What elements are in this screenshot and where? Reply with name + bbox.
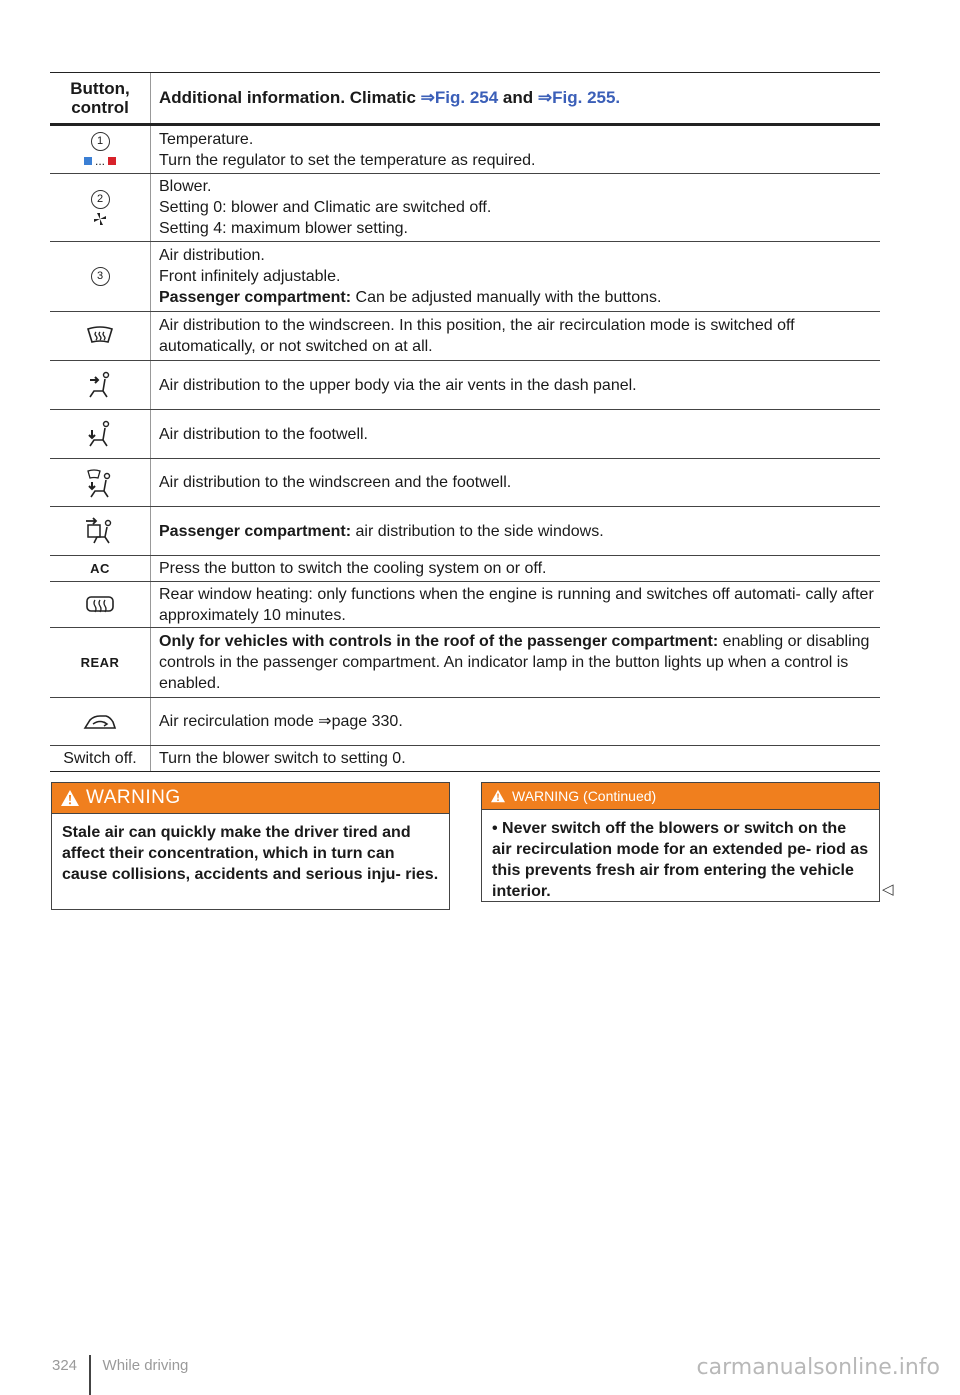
- warning-continued-box: [481, 782, 880, 902]
- warning-triangle-icon: [60, 789, 80, 807]
- red-square-icon: [108, 157, 116, 165]
- footer-divider: [89, 1355, 91, 1395]
- table-row-upper-body: Air distribution to the upper body via the air vents in the dash panel.: [50, 361, 880, 410]
- callout-2-icon: 2: [91, 190, 110, 209]
- table-row-blower: 2 Blower. Setting 0: blower and Climatic are switched off. Setting 4: maximum blower setting.: [50, 174, 880, 242]
- warning-triangle-icon: [490, 789, 506, 803]
- table-row-air-distribution: 3 Air distribution. Front infinitely adjustable. Passenger compartment: Can be adjusted manually with the buttons.: [50, 242, 880, 312]
- table-row-windscreen-footwell: Air distribution to the windscreen and the footwell.: [50, 459, 880, 507]
- warning-body: Stale air can quickly make the driver tired and affect their concentration, which in turn can cause collisions, accidents and serious inju- ries.: [62, 824, 439, 883]
- page-footer: [52, 1345, 188, 1385]
- table-row-windscreen: Air distribution to the windscreen. In this position, the air recirculation mode is switched off automatically, or not switched on at all.: [50, 312, 880, 361]
- air-to-footwell-icon: [86, 420, 114, 448]
- warning-title: WARNING: [86, 787, 181, 808]
- table-row-temperature: 1 ... Temperature. Turn the regulator to set the temperature as required.: [50, 126, 880, 174]
- section-title: While driving: [102, 1356, 189, 1374]
- fan-icon: [93, 212, 107, 226]
- page-330-link[interactable]: ⇒page 330.: [318, 713, 403, 730]
- table-row-side-windows: Passenger compartment: air distribution to the side windows.: [50, 507, 880, 556]
- page-number: 324: [52, 1356, 78, 1374]
- fig-254-link[interactable]: ⇒Fig. 254: [420, 88, 499, 107]
- blue-square-icon: [84, 157, 92, 165]
- air-to-windscreen-and-footwell-icon: [86, 468, 114, 498]
- switch-off-label: Switch off.: [63, 749, 137, 767]
- callout-3-icon: 3: [91, 267, 110, 286]
- watermark: carmanualsonline.info: [696, 1355, 940, 1380]
- windscreen-defrost-icon: [86, 325, 114, 347]
- side-window-air-icon: [84, 517, 116, 545]
- warning-continued-body: • Never switch off the blowers or switch on the air recirculation mode for an extended pe- riod as this prevents fresh air from entering the vehicle interior.: [492, 820, 869, 900]
- fig-255-link[interactable]: ⇒Fig. 255.: [537, 88, 621, 107]
- air-recirculation-icon: [82, 712, 118, 732]
- rear-window-heating-icon: [85, 594, 115, 616]
- ac-button-label: AC: [90, 561, 110, 576]
- header-additional-info: Additional information. Climatic ⇒Fig. 254 and ⇒Fig. 255.: [159, 88, 621, 107]
- section-end-marker: ◁: [882, 881, 894, 898]
- callout-1-icon: 1: [91, 132, 110, 151]
- table-row-footwell: Air distribution to the footwell.: [50, 410, 880, 459]
- table-row-rear-controls: REAR Only for vehicles with controls in the roof of the passenger compartment: enabling or disabling controls in the passenger compartment. An indicator lamp in the button lights up when a control is enabled.: [50, 628, 880, 698]
- controls-table: [50, 72, 880, 772]
- warning-continued-title: WARNING (Continued): [512, 788, 657, 804]
- warning-box: [51, 782, 450, 910]
- header-button-control: Button, control: [50, 73, 151, 123]
- table-row-switch-off: Switch off. Turn the blower switch to setting 0.: [50, 746, 880, 771]
- table-row-ac: AC Press the button to switch the cooling system on or off.: [50, 556, 880, 582]
- table-row-air-recirculation: Air recirculation mode ⇒page 330.: [50, 698, 880, 746]
- table-header: [50, 73, 880, 126]
- air-to-upper-body-icon: [86, 371, 114, 399]
- table-row-rear-window-heating: Rear window heating: only functions when the engine is running and switches off automati- cally after approximately 10 minutes.: [50, 582, 880, 628]
- rear-button-label: REAR: [80, 655, 120, 670]
